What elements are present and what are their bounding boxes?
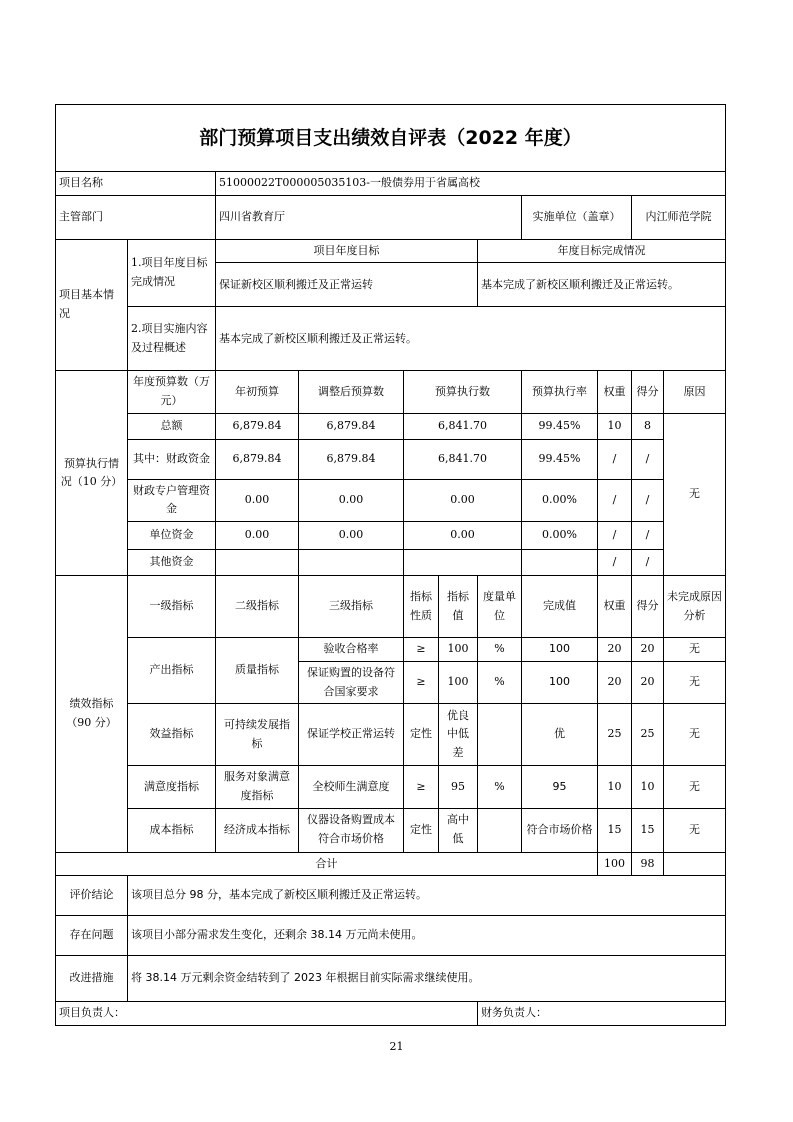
dept-value: 四川省教育厅	[216, 195, 522, 239]
perf-row-unit: %	[478, 766, 522, 808]
budget-header-weight: 权重	[598, 371, 632, 413]
perf-header-value: 指标值	[439, 576, 478, 638]
budget-header-rate: 预算执行率	[522, 371, 598, 413]
budget-row	[56, 413, 726, 439]
goal-label: 1.项目年度目标完成情况	[128, 239, 216, 307]
perf-row-reason: 无	[664, 704, 726, 766]
budget-header-annual: 年度预算数（万元）	[128, 371, 216, 413]
problem-text: 该项目小部分需求发生变化，还剩余 38.14 万元尚未使用。	[128, 916, 726, 956]
perf-row-l1: 效益指标	[128, 704, 216, 766]
perf-row-l1: 满意度指标	[128, 766, 216, 808]
impl-text: 基本完成了新校区顺利搬迁及正常运转。	[216, 307, 726, 371]
perf-row-score: 20	[632, 661, 664, 703]
budget-row-rate: 99.45%	[522, 439, 598, 479]
budget-row-score: /	[632, 479, 664, 521]
budget-row-adjusted: 0.00	[299, 522, 404, 550]
budget-row-initial: 6,879.84	[216, 413, 299, 439]
budget-row-executed	[404, 550, 522, 576]
total-label: 合计	[56, 852, 598, 876]
budget-row-executed: 0.00	[404, 479, 522, 521]
done-header: 年度目标完成情况	[478, 239, 726, 263]
perf-row-weight: 15	[598, 808, 632, 852]
budget-row-weight: /	[598, 439, 632, 479]
budget-row-score: /	[632, 550, 664, 576]
total-weight: 100	[598, 852, 632, 876]
perf-row-value: 高中低	[439, 808, 478, 852]
perf-row-reason: 无	[664, 638, 726, 662]
budget-row	[56, 439, 726, 479]
perf-header-score: 得分	[632, 576, 664, 638]
perf-header-weight: 权重	[598, 576, 632, 638]
unit-value: 内江师范学院	[632, 195, 726, 239]
perf-row-weight: 25	[598, 704, 632, 766]
budget-header-score: 得分	[632, 371, 664, 413]
budget-row-initial	[216, 550, 299, 576]
perf-row-done: 95	[522, 766, 598, 808]
budget-reason: 无	[664, 413, 726, 575]
perf-row-reason: 无	[664, 766, 726, 808]
measure-text: 将 38.14 万元剩余资金结转到了 2023 年根据目前实际需求继续使用。	[128, 956, 726, 1002]
budget-row-adjusted	[299, 550, 404, 576]
perf-row-l3: 保证购置的设备符合国家要求	[299, 661, 404, 703]
perf-row-done: 优	[522, 704, 598, 766]
perf-row-score: 10	[632, 766, 664, 808]
perf-header-unit: 度量单位	[478, 576, 522, 638]
perf-row-reason: 无	[664, 661, 726, 703]
finance-lead-signature: 财务负责人：	[478, 1002, 726, 1026]
impl-label: 2.项目实施内容及过程概述	[128, 307, 216, 371]
perf-row-l3: 验收合格率	[299, 638, 404, 662]
perf-header-nature: 指标性质	[404, 576, 439, 638]
budget-row-executed: 6,841.70	[404, 413, 522, 439]
perf-header-l2: 二级指标	[216, 576, 299, 638]
perf-row-value: 100	[439, 638, 478, 662]
budget-row-initial: 0.00	[216, 479, 299, 521]
perf-row-l3: 仪器设备购置成本符合市场价格	[299, 808, 404, 852]
conclusion-text: 该项目总分 98 分，基本完成了新校区顺利搬迁及正常运转。	[128, 876, 726, 916]
perf-row-unit	[478, 808, 522, 852]
perf-output-l1: 产出指标	[128, 638, 216, 704]
project-name-label: 项目名称	[56, 172, 216, 196]
done-text: 基本完成了新校区顺利搬迁及正常运转。	[478, 263, 726, 307]
budget-header-executed: 预算执行数	[404, 371, 522, 413]
budget-row-score: /	[632, 522, 664, 550]
budget-row-adjusted: 6,879.84	[299, 413, 404, 439]
budget-header-reason: 原因	[664, 371, 726, 413]
perf-header-l3: 三级指标	[299, 576, 404, 638]
perf-row-l2: 可持续发展指标	[216, 704, 299, 766]
perf-row-reason: 无	[664, 808, 726, 852]
project-name-value: 51000022T000005035103-一般债券用于省属高校	[216, 172, 726, 196]
perf-row-done: 符合市场价格	[522, 808, 598, 852]
problem-label: 存在问题	[56, 916, 128, 956]
budget-row-weight: 10	[598, 413, 632, 439]
budget-row-initial: 0.00	[216, 522, 299, 550]
perf-header-reason: 未完成原因分析	[664, 576, 726, 638]
perf-row-nature: 定性	[404, 808, 439, 852]
perf-row-unit	[478, 704, 522, 766]
budget-row-rate: 0.00%	[522, 522, 598, 550]
perf-quality-l2: 质量指标	[216, 638, 299, 704]
budget-row-weight: /	[598, 479, 632, 521]
budget-row-name: 其他资金	[128, 550, 216, 576]
budget-row-weight: /	[598, 522, 632, 550]
budget-row-name: 财政专户管理资金	[128, 479, 216, 521]
budget-row-rate	[522, 550, 598, 576]
budget-header-adjusted: 调整后预算数	[299, 371, 404, 413]
budget-row-rate: 99.45%	[522, 413, 598, 439]
page-number: 21	[389, 1040, 404, 1053]
basic-label: 项目基本情况	[56, 239, 128, 371]
self-evaluation-table	[55, 104, 726, 1026]
perf-row-score: 25	[632, 704, 664, 766]
perf-row-value: 优良中低差	[439, 704, 478, 766]
perf-label: 绩效指标（90 分）	[56, 576, 128, 852]
perf-row-nature: ≥	[404, 638, 439, 662]
perf-row-l2: 经济成本指标	[216, 808, 299, 852]
unit-label: 实施单位（盖章）	[522, 195, 632, 239]
perf-row-nature: ≥	[404, 766, 439, 808]
perf-row-value: 95	[439, 766, 478, 808]
budget-row-score: /	[632, 439, 664, 479]
budget-row	[56, 522, 726, 550]
perf-header-done: 完成值	[522, 576, 598, 638]
perf-row-score: 20	[632, 638, 664, 662]
goal-text: 保证新校区顺利搬迁及正常运转	[216, 263, 478, 307]
perf-row-weight: 20	[598, 638, 632, 662]
budget-row-name: 单位资金	[128, 522, 216, 550]
budget-header-initial: 年初预算	[216, 371, 299, 413]
dept-label: 主管部门	[56, 195, 216, 239]
perf-row	[56, 638, 726, 662]
perf-row-done: 100	[522, 638, 598, 662]
perf-row-l2: 服务对象满意度指标	[216, 766, 299, 808]
total-score: 98	[632, 852, 664, 876]
budget-row-adjusted: 0.00	[299, 479, 404, 521]
budget-row-name: 其中：财政资金	[128, 439, 216, 479]
perf-row-weight: 10	[598, 766, 632, 808]
budget-row	[56, 479, 726, 521]
budget-row-weight: /	[598, 550, 632, 576]
perf-row-l1: 成本指标	[128, 808, 216, 852]
perf-row-value: 100	[439, 661, 478, 703]
perf-row-done: 100	[522, 661, 598, 703]
project-lead-signature: 项目负责人：	[56, 1002, 478, 1026]
budget-row-executed: 6,841.70	[404, 439, 522, 479]
perf-row-unit: %	[478, 661, 522, 703]
budget-row-adjusted: 6,879.84	[299, 439, 404, 479]
perf-row-weight: 20	[598, 661, 632, 703]
perf-row	[56, 808, 726, 852]
budget-row-name: 总额	[128, 413, 216, 439]
perf-row-unit: %	[478, 638, 522, 662]
total-reason-empty	[664, 852, 726, 876]
conclusion-label: 评价结论	[56, 876, 128, 916]
perf-row-nature: ≥	[404, 661, 439, 703]
budget-label: 预算执行情况（10 分）	[56, 371, 128, 576]
perf-row-l3: 全校师生满意度	[299, 766, 404, 808]
budget-row-executed: 0.00	[404, 522, 522, 550]
perf-row-score: 15	[632, 808, 664, 852]
perf-row-nature: 定性	[404, 704, 439, 766]
budget-row	[56, 550, 726, 576]
perf-row-l3: 保证学校正常运转	[299, 704, 404, 766]
budget-row-initial: 6,879.84	[216, 439, 299, 479]
budget-row-score: 8	[632, 413, 664, 439]
perf-header-l1: 一级指标	[128, 576, 216, 638]
page-title: 部门预算项目支出绩效自评表（2022 年度）	[56, 105, 726, 172]
perf-row	[56, 704, 726, 766]
budget-row-rate: 0.00%	[522, 479, 598, 521]
perf-row	[56, 766, 726, 808]
goal-header: 项目年度目标	[216, 239, 478, 263]
measure-label: 改进措施	[56, 956, 128, 1002]
